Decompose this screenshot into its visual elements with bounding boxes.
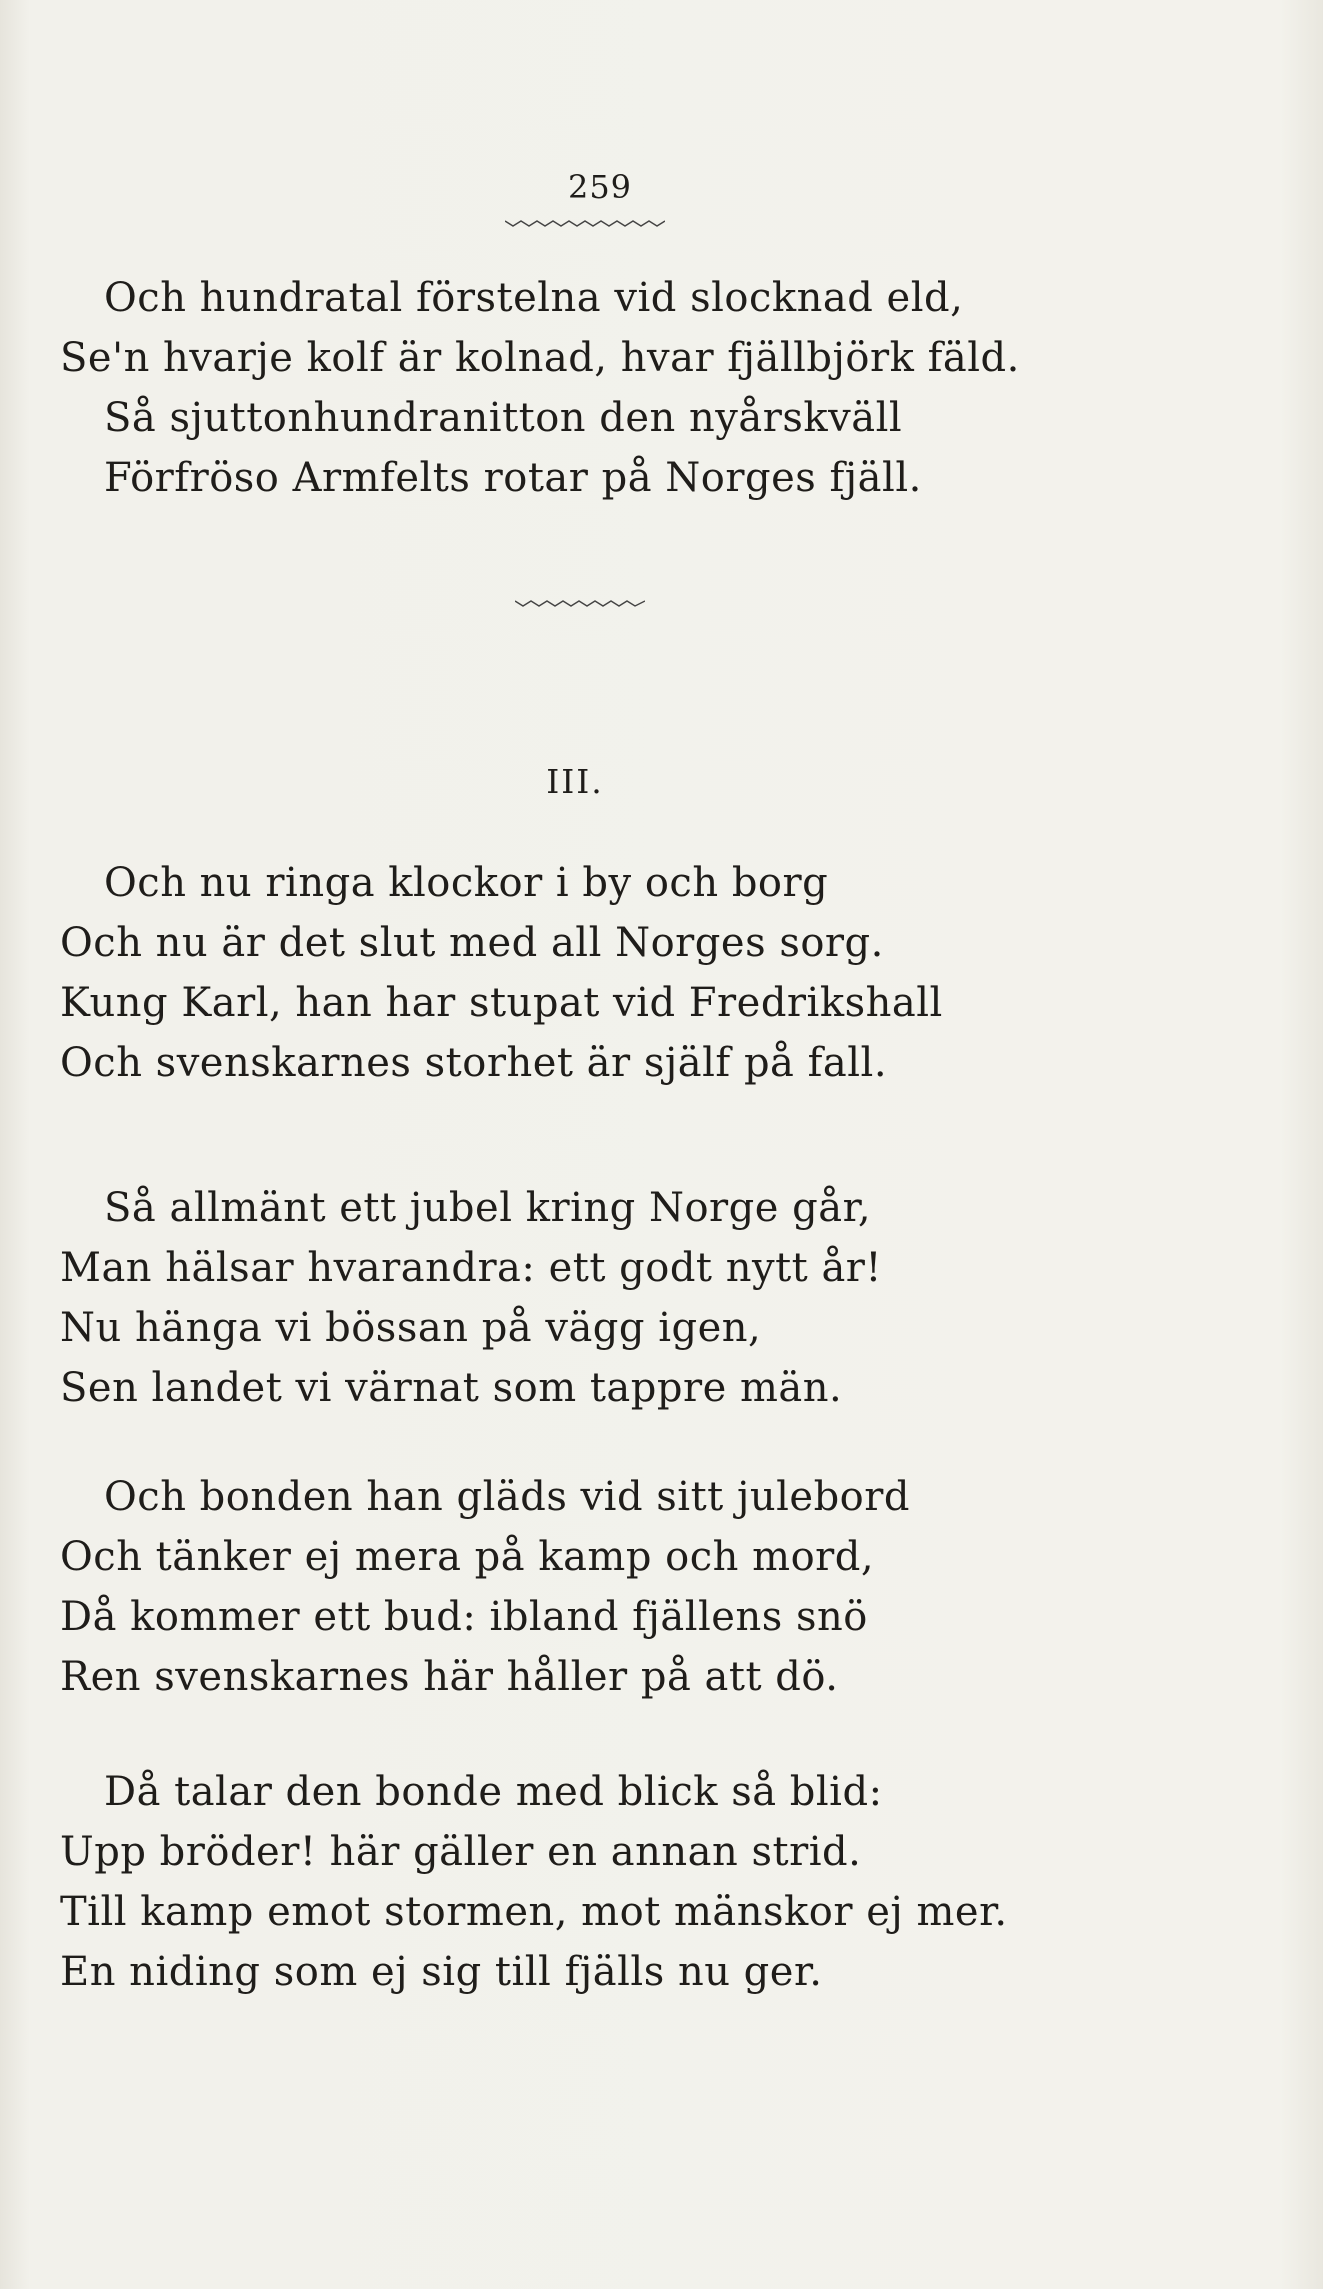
verse-line: Förfröso Armfelts rotar på Norges fjäll. bbox=[104, 455, 922, 501]
verse-line: Och bonden han gläds vid sitt julebord bbox=[104, 1474, 910, 1520]
stanza-5 bbox=[60, 1762, 1260, 2002]
verse-line: Och nu är det slut med all Norges sorg. bbox=[60, 920, 884, 966]
verse-line: Till kamp emot stormen, mot mänskor ej mer. bbox=[60, 1889, 1008, 1935]
verse-line: En niding som ej sig till fjälls nu ger. bbox=[60, 1949, 823, 1995]
verse-line: Då kommer ett bud: ibland fjällens snö bbox=[60, 1594, 868, 1640]
verse-line: Så sjuttonhundranitton den nyårskväll bbox=[104, 395, 903, 441]
verse-line: Och nu ringa klockor i by och borg bbox=[104, 860, 829, 906]
stanza-1 bbox=[60, 268, 1260, 508]
verse-line: Nu hänga vi bössan på vägg igen, bbox=[60, 1305, 762, 1351]
verse-line: Och svenskarnes storhet är själf på fall. bbox=[60, 1040, 888, 1086]
verse-line: Kung Karl, han har stupat vid Fredrikshall bbox=[60, 980, 943, 1026]
verse-line: Man hälsar hvarandra: ett godt nytt år! bbox=[60, 1245, 882, 1291]
section-heading: III. bbox=[546, 762, 604, 801]
verse-line: Så allmänt ett jubel kring Norge går, bbox=[104, 1185, 872, 1231]
verse-line: Och tänker ej mera på kamp och mord, bbox=[60, 1534, 875, 1580]
stanza-4 bbox=[60, 1467, 1260, 1707]
page-number: 259 bbox=[567, 168, 633, 206]
stanza-2 bbox=[60, 853, 1260, 1093]
verse-line: Och hundratal förstelna vid slocknad eld, bbox=[104, 275, 964, 321]
verse-line: Ren svenskarnes här håller på att dö. bbox=[60, 1654, 839, 1700]
verse-line: Sen landet vi värnat som tappre män. bbox=[60, 1365, 843, 1411]
verse-line: Då talar den bonde med blick så blid: bbox=[104, 1769, 883, 1815]
section-ornament bbox=[515, 598, 645, 608]
verse-line: Se'n hvarje kolf är kolnad, hvar fjällbjörk fäld. bbox=[60, 335, 1020, 381]
verse-line: Upp bröder! här gäller en annan strid. bbox=[60, 1829, 862, 1875]
stanza-3 bbox=[60, 1178, 1260, 1418]
top-ornament bbox=[505, 218, 665, 228]
